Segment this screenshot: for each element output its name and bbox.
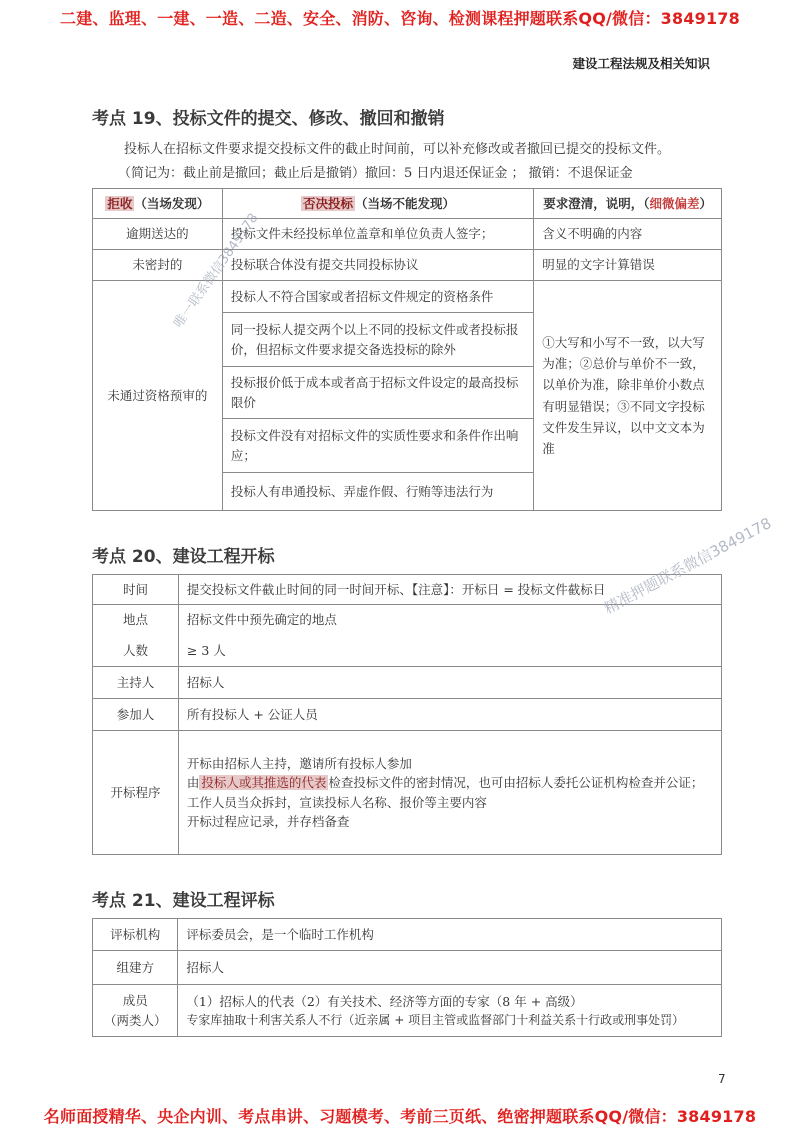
value-place: 招标文件中预先确定的地点 [178,605,721,635]
clarify-cell-calc-error: 明显的文字计算错误 [534,250,722,281]
veto-cell-collusion: 投标人有串通投标、弄虚作假、行贿等违法行为 [222,473,533,511]
bid-rejection-table [92,188,722,511]
section-19-title: 考点 19、投标文件的提交、修改、撤回和撤销 [92,109,445,129]
members-line-2: 专家库抽取十利害关系人不行（近亲属 + 项目主管或监督部门十利益关系十行政或刑事处罚） [186,1012,685,1027]
section-19-para-2: （简记为：截止前是撤回；截止后是撤销）撤回：5 日内退还保证金 ； 撤销：不退保证金 [118,166,633,181]
bottom-promo-banner: 名师面授精华、央企内训、考点串讲、习题模考、考前三页纸、绝密押题联系QQ/微信：3849178 [43,1107,757,1126]
header-clarify: 要求澄清，说明，（细微偏差） [534,189,722,219]
section-20-title: 考点 20、建设工程开标 [92,547,275,567]
value-builder: 招标人 [178,951,722,985]
label-count: 人数 [93,635,179,667]
reject-cell-late: 逾期送达的 [93,219,223,250]
procedure-line-1: 开标由招标人主持，邀请所有投标人参加 [186,755,412,771]
watermark-contact: 唯一联系微信3849178 [171,210,262,331]
label-host: 主持人 [93,667,179,699]
header-veto: 否决投标 （当场不能发现） [222,189,533,219]
clarify-cell-unclear: 含义不明确的内容 [534,219,722,250]
veto-cell-price-limit: 投标报价低于成本或者高于招标文件设定的最高投标限价 [222,367,533,419]
label-attend: 参加人 [93,699,179,731]
procedure-line-2: 由 投标人或其推选的代表 检查投标文件的密封情况，也可由招标人委托公证机构检查并公证； [186,775,704,791]
label-members: 成员 （两类人） [93,985,178,1037]
top-promo-banner: 二建、监理、一建、一造、二造、安全、消防、咨询、检测课程押题联系QQ/微信：3849178 [60,9,740,28]
header-reject: 拒收 （当场发现） [93,189,223,219]
page-number: 7 [718,1072,726,1086]
running-head: 建设工程法规及相关知识 [572,56,710,71]
veto-cell-no-response: 投标文件没有对招标文件的实质性要求和条件作出响应； [222,419,533,473]
value-org: 评标委员会，是一个临时工作机构 [178,919,722,951]
value-attend: 所有投标人 + 公证人员 [178,699,721,731]
members-line-1: （1）招标人的代表（2）有关技术、经济等方面的专家（8 年 + 高级） [186,993,583,1009]
value-time: 提交投标文件截止时间的同一时间开标、【注意】：开标日 = 投标文件截标日 [178,575,721,605]
label-time: 时间 [93,575,179,605]
clarify-cell-rules: ①大写和小写不一致，以大写为准；②总价与单价不一致，以单价为准，除非单价小数点有明显错误；③不同文字投标文件发生异议，以中文文本为准 [534,281,722,511]
label-org: 评标机构 [93,919,178,951]
value-procedure [178,731,721,855]
section-21-title: 考点 21、建设工程评标 [92,891,275,911]
value-count: ≥ 3 人 [178,635,721,667]
veto-cell-unsigned: 投标文件未经投标单位盖章和单位负责人签字； [222,219,533,250]
bid-opening-table [92,574,722,855]
value-host: 招标人 [178,667,721,699]
watermark-contact-2: 精准押题联系微信3849178 [600,514,775,618]
reject-cell-prequal: 未通过资格预审的 [93,281,223,511]
label-builder: 组建方 [93,951,178,985]
procedure-line-3: 工作人员当众拆封，宣读投标人名称、报价等主要内容 [186,794,487,810]
value-members [178,985,722,1037]
procedure-line-4: 开标过程应记录，并存档备查 [186,813,350,829]
label-place: 地点 [93,605,179,635]
veto-cell-multiple-bids: 同一投标人提交两个以上不同的投标文件或者投标报价，但招标文件要求提交备选投标的除外 [222,313,533,367]
reject-cell-unsealed: 未密封的 [93,250,223,281]
veto-cell-qualification: 投标人不符合国家或者招标文件规定的资格条件 [222,281,533,313]
veto-cell-no-agreement: 投标联合体没有提交共同投标协议 [222,250,533,281]
section-19-para-1: 投标人在招标文件要求提交投标文件的截止时间前，可以补充修改或者撤回已提交的投标文件。 [124,142,671,157]
label-procedure: 开标程序 [93,731,179,855]
bid-evaluation-table [92,918,722,1037]
